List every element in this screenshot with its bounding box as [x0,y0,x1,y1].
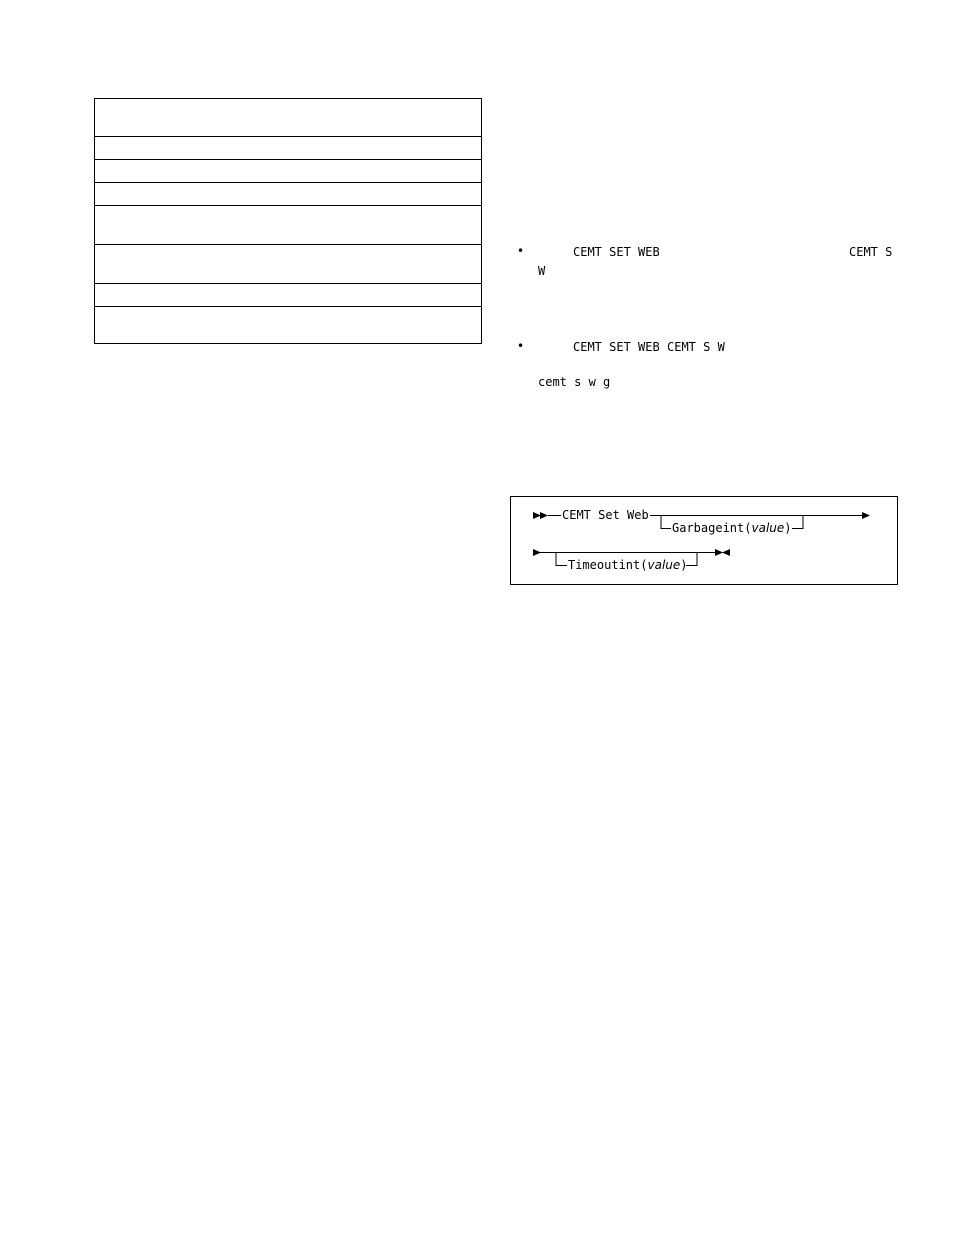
syntax-branch-down [661,516,671,529]
table-row [95,136,481,159]
code-cemt-set-web: CEMT SET WEB [573,340,660,354]
option-keyword: Timeoutint [568,558,641,572]
open-paren: ( [744,521,752,535]
syntax-option-timeoutint [568,558,688,572]
code-cemt-s-w: CEMT S W [667,340,725,354]
syntax-branch-down [556,553,567,566]
syntax-continue-arrow [862,512,870,519]
syntax-start-arrow [533,512,541,519]
table-row [95,99,481,136]
syntax-end-arrow [715,549,723,556]
close-paren: ) [784,521,792,535]
option-param: value [751,521,785,535]
table-row [95,283,481,306]
table-row [95,159,481,182]
bullet-marker: • [517,244,525,258]
code-w: W [538,264,546,278]
close-paren: ) [680,558,688,572]
table-row [95,205,481,244]
code-cemt-set-web: CEMT SET WEB [573,245,660,259]
example-command: cemt s w g [538,375,611,389]
syntax-diagram [510,496,898,585]
syntax-command: CEMT Set Web [562,508,649,522]
syntax-end-arrow [722,549,730,556]
syntax-start-arrow [540,512,548,519]
syntax-branch-up [686,553,697,566]
table-row [95,182,481,205]
syntax-continue-arrow [533,549,541,556]
table-row [95,306,481,343]
empty-table [94,98,482,344]
open-paren: ( [640,558,648,572]
bullet-marker: • [517,339,525,353]
option-param: value [647,558,681,572]
option-keyword: Garbageint [672,521,745,535]
syntax-branch-up [792,516,803,529]
table-row [95,244,481,283]
syntax-option-garbageint [672,521,792,535]
code-cemt-s: CEMT S [849,245,893,259]
